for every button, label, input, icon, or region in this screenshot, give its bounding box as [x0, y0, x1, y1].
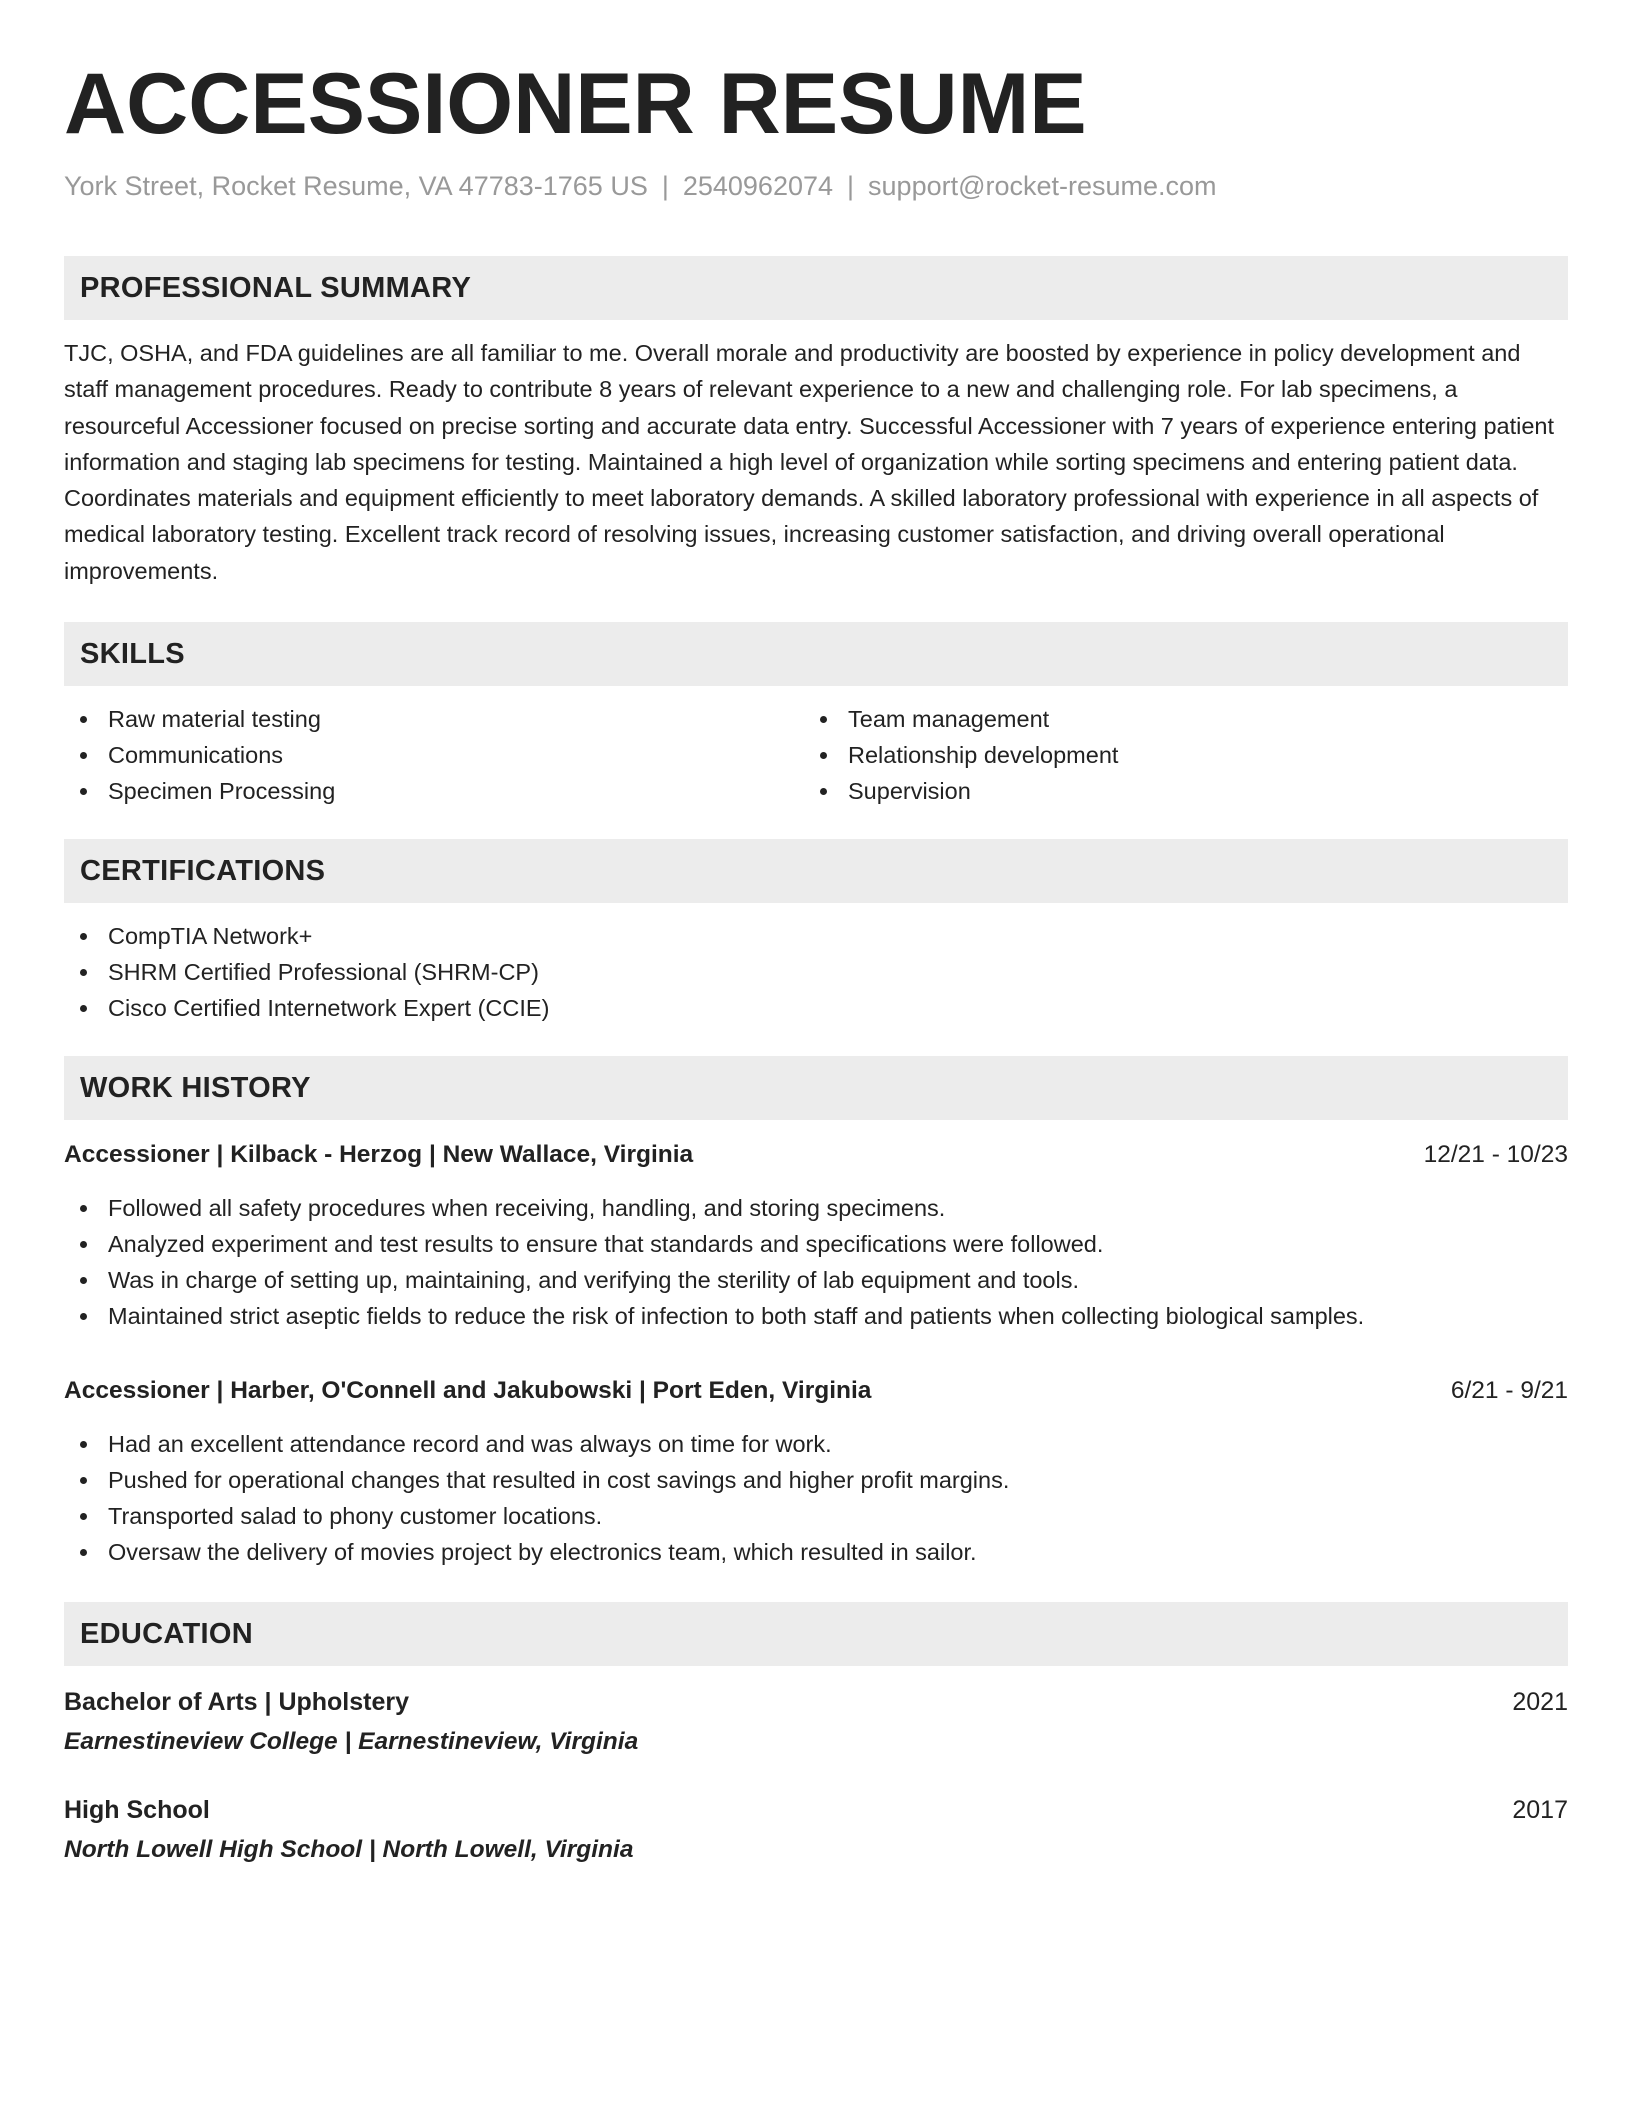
resume-title: ACCESSIONER RESUME: [64, 56, 1087, 152]
contact-address: York Street, Rocket Resume, VA 47783-1765 US: [64, 171, 648, 201]
education-entry: [64, 1792, 1568, 1868]
section-heading-summary: PROFESSIONAL SUMMARY: [64, 256, 1568, 320]
job-duties-list: [64, 1426, 1568, 1570]
education-year: 2017: [1512, 1796, 1568, 1825]
contact-phone: 2540962074: [682, 171, 834, 201]
job-duty: Analyzed experiment and test results to ensure that standards and specifications were followed.: [64, 1226, 1568, 1262]
job-header: [64, 1138, 1568, 1172]
job-duty: Transported salad to phony customer locations.: [64, 1498, 1568, 1534]
job-title: Accessioner | Harber, O'Connell and Jakubowski | Port Eden, Virginia: [64, 1377, 872, 1405]
skill-item: Communications: [64, 737, 804, 773]
certification-item: SHRM Certified Professional (SHRM-CP): [64, 954, 1568, 990]
job-duties-list: [64, 1190, 1568, 1334]
contact-email: support@rocket-resume.com: [868, 171, 1217, 201]
section-heading-work-history: WORK HISTORY: [64, 1056, 1568, 1120]
skill-item: Relationship development: [804, 737, 1544, 773]
education-year: 2021: [1512, 1688, 1568, 1717]
job-title: Accessioner | Kilback - Herzog | New Wallace, Virginia: [64, 1141, 694, 1169]
education-school: Earnestineview College | Earnestineview, Virginia: [64, 1728, 639, 1756]
skill-item: Supervision: [804, 773, 1544, 809]
summary-paragraph: TJC, OSHA, and FDA guidelines are all familiar to me. Overall morale and productivity are boosted by experience in policy development and staff management procedures. Ready to contribute 8 years of relevant experience to a new and challenging role. For lab specimens, a resourceful Accessioner focused on precise sorting and accurate data entry. Successful Accessioner with 7 years of experience entering patient information and staging lab specimens for testing. Maintained a high level of organization while sorting specimens and entering patient data. Coordinates materials and equipment efficiently to meet laboratory demands. A skilled laboratory professional with experience in all aspects of medical laboratory testing. Excellent track record of resolving issues, increasing customer satisfaction, and driving overall operational improvements.: [64, 340, 1555, 584]
contact-line: [64, 168, 1568, 204]
education-header: [64, 1792, 1568, 1828]
education-school: North Lowell High School | North Lowell, Virginia: [64, 1836, 634, 1864]
skills-column-left: [64, 701, 804, 809]
job-duty: Oversaw the delivery of movies project by electronics team, which resulted in sailor.: [64, 1534, 1568, 1570]
job-entry: [64, 1374, 1568, 1570]
section-heading-skills: SKILLS: [64, 622, 1568, 686]
contact-separator: |: [847, 171, 855, 201]
education-degree: Bachelor of Arts | Upholstery: [64, 1688, 410, 1717]
certifications-list: [64, 918, 1568, 1026]
job-dates: 12/21 - 10/23: [1423, 1141, 1568, 1169]
skill-item: Team management: [804, 701, 1544, 737]
job-dates: 6/21 - 9/21: [1450, 1377, 1568, 1405]
education-degree: High School: [64, 1796, 210, 1825]
section-heading-education: EDUCATION: [64, 1602, 1568, 1666]
skills-grid: [64, 701, 1568, 809]
job-header: [64, 1374, 1568, 1408]
job-entry: [64, 1138, 1568, 1334]
job-duty: Was in charge of setting up, maintaining, and verifying the sterility of lab equipment and tools.: [64, 1262, 1568, 1298]
contact-separator: |: [661, 171, 669, 201]
education-header: [64, 1684, 1568, 1720]
education-entry: [64, 1684, 1568, 1760]
job-duty: Maintained strict aseptic fields to reduce the risk of infection to both staff and patients when collecting biological samples.: [64, 1298, 1568, 1334]
skill-item: Raw material testing: [64, 701, 804, 737]
job-duty: Had an excellent attendance record and was always on time for work.: [64, 1426, 1568, 1462]
skill-item: Specimen Processing: [64, 773, 804, 809]
job-duty: Followed all safety procedures when receiving, handling, and storing specimens.: [64, 1190, 1568, 1226]
certification-item: CompTIA Network+: [64, 918, 1568, 954]
job-duty: Pushed for operational changes that resulted in cost savings and higher profit margins.: [64, 1462, 1568, 1498]
certification-item: Cisco Certified Internetwork Expert (CCIE): [64, 990, 1568, 1026]
section-heading-certifications: CERTIFICATIONS: [64, 839, 1568, 903]
skills-column-right: [804, 701, 1544, 809]
